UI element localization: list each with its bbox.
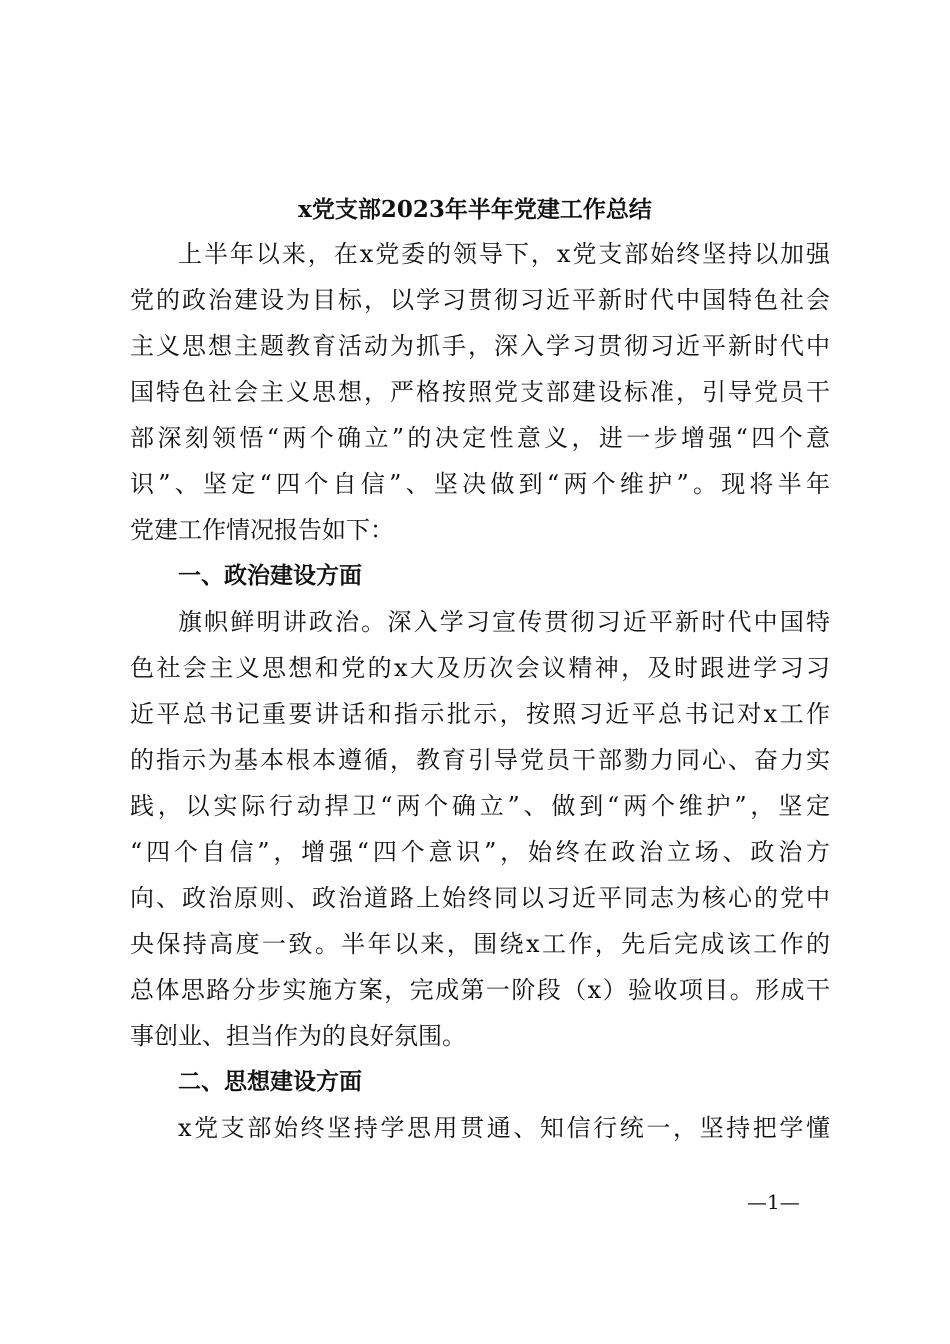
paragraph-line: 践，以实际行动捍卫“两个确立”、做到“两个维护”，坚定 [130, 792, 830, 820]
paragraph-line: 国特色社会主义思想，严格按照党支部建设标准，引导党员干 [130, 378, 830, 406]
paragraph-line: 央保持高度一致。半年以来，围绕x工作，先后完成该工作的 [130, 930, 830, 958]
paragraph-line: 部深刻领悟“两个确立”的决定性意义，进一步增强“四个意 [130, 424, 830, 452]
paragraph-line: 的指示为基本根本遵循，教育引导党员干部勠力同心、奋力实 [130, 746, 830, 774]
paragraph-line: 向、政治原则、政治道路上始终同以习近平同志为核心的党中 [130, 884, 830, 912]
paragraph-line: 党的政治建设为目标，以学习贯彻习近平新时代中国特色社会 [130, 286, 830, 314]
paragraph-line: 党建工作情况报告如下： [130, 516, 394, 544]
page-number: —1— [747, 1190, 800, 1214]
paragraph-line: 主义思想主题教育活动为抓手，深入学习贯彻习近平新时代中 [130, 332, 830, 360]
section-heading: 二、思想建设方面 [178, 1069, 362, 1095]
paragraph-line: 总体思路分步实施方案，完成第一阶段（x）验收项目。形成干 [130, 976, 830, 1004]
paragraph-line: 上半年以来，在x党委的领导下，x党支部始终坚持以加强 [178, 240, 830, 268]
document-title: x党支部2023年半年党建工作总结 [298, 196, 652, 223]
paragraph-line: 事创业、担当作为的良好氛围。 [130, 1022, 466, 1050]
paragraph-line: “四个自信”，增强“四个意识”，始终在政治立场、政治方 [130, 838, 830, 866]
section-heading: 一、政治建设方面 [178, 563, 362, 589]
paragraph-line: 识”、坚定“四个自信”、坚决做到“两个维护”。现将半年 [130, 470, 830, 498]
paragraph-line: 色社会主义思想和党的x大及历次会议精神，及时跟进学习习 [130, 654, 830, 682]
paragraph-line: x党支部始终坚持学思用贯通、知信行统一，坚持把学懂 [178, 1114, 830, 1142]
paragraph-line: 旗帜鲜明讲政治。深入学习宣传贯彻习近平新时代中国特 [178, 608, 830, 636]
paragraph-line: 近平总书记重要讲话和指示批示，按照习近平总书记对x工作 [130, 700, 830, 728]
